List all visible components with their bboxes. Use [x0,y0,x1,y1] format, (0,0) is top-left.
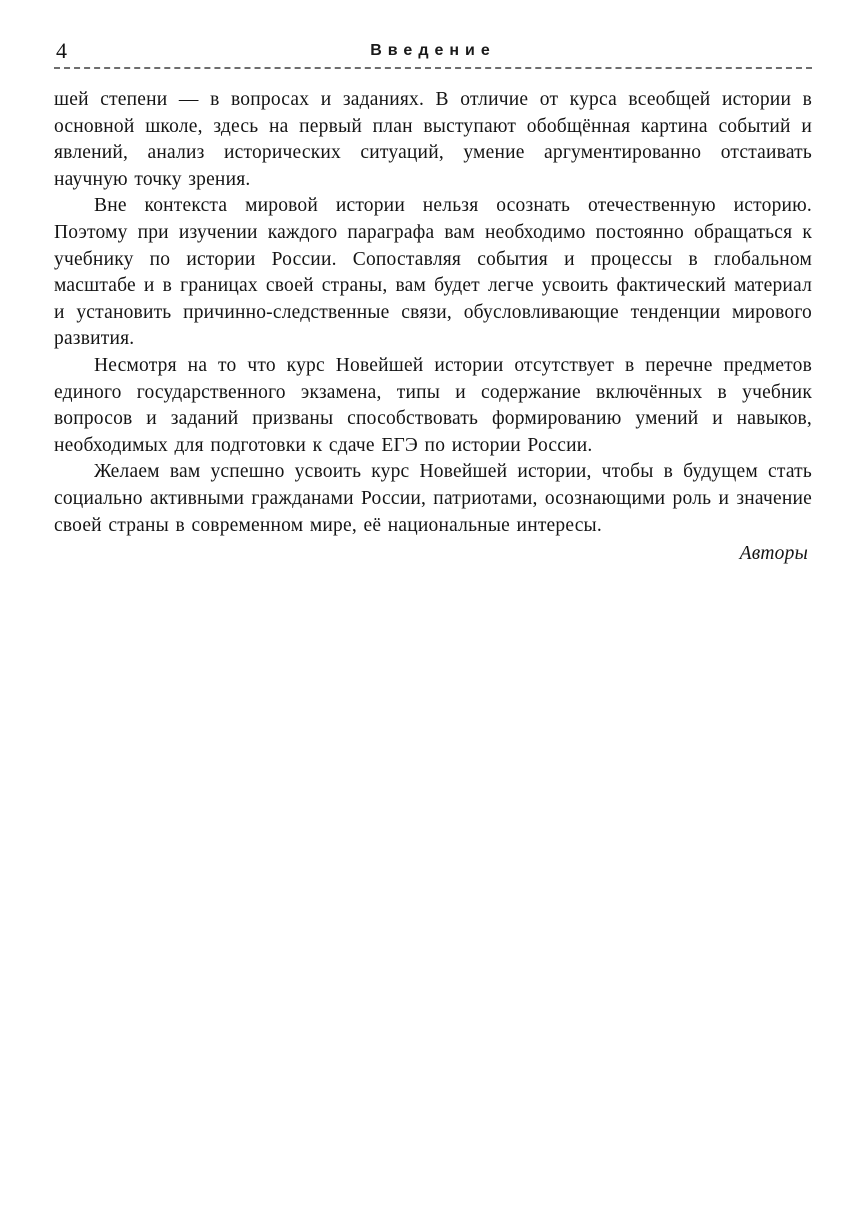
paragraph: Желаем вам успешно усвоить курс Новейшей истории, чтобы в будущем стать социально активными гражданами России, патриотами, осознающими роль и значение своей страны в современном мире, её национальные интересы. [54,461,812,536]
page-number: 4 [56,38,67,63]
book-page [0,0,864,568]
header-rule [54,67,812,69]
page-content [54,87,812,568]
page-header [54,40,812,64]
paragraph: Несмотря на то что курс Новейшей истории отсутствует в перечне предметов единого государственного экзамена, типы и содержание включённых в учебник вопросов и заданий призваны способствовать формированию умений и навыков, необходимых для подготовки к сдаче ЕГЭ по истории России. [54,354,812,456]
chapter-title: Введение [370,42,496,59]
paragraph: Вне контекста мировой истории нельзя осознать отечественную историю. Поэтому при изучении каждого параграфа вам необходимо постоянно обращаться к учебнику по истории России. Сопоставляя события и процессы в глобальном масштабе и в границах своей страны, вам будет легче усвоить фактический материал и установить причинно-следственные связи, обусловливающие тенденции мирового развития. [54,195,812,350]
paragraph-continuation: шей степени — в вопросах и заданиях. В отличие от курса всеобщей истории в основной школе, здесь на первый план выступают обобщённая картина событий и явлений, анализ исторических ситуаций, умение аргументированно отстаивать научную точку зрения. [54,89,812,190]
authors-signature: Авторы [739,543,808,565]
